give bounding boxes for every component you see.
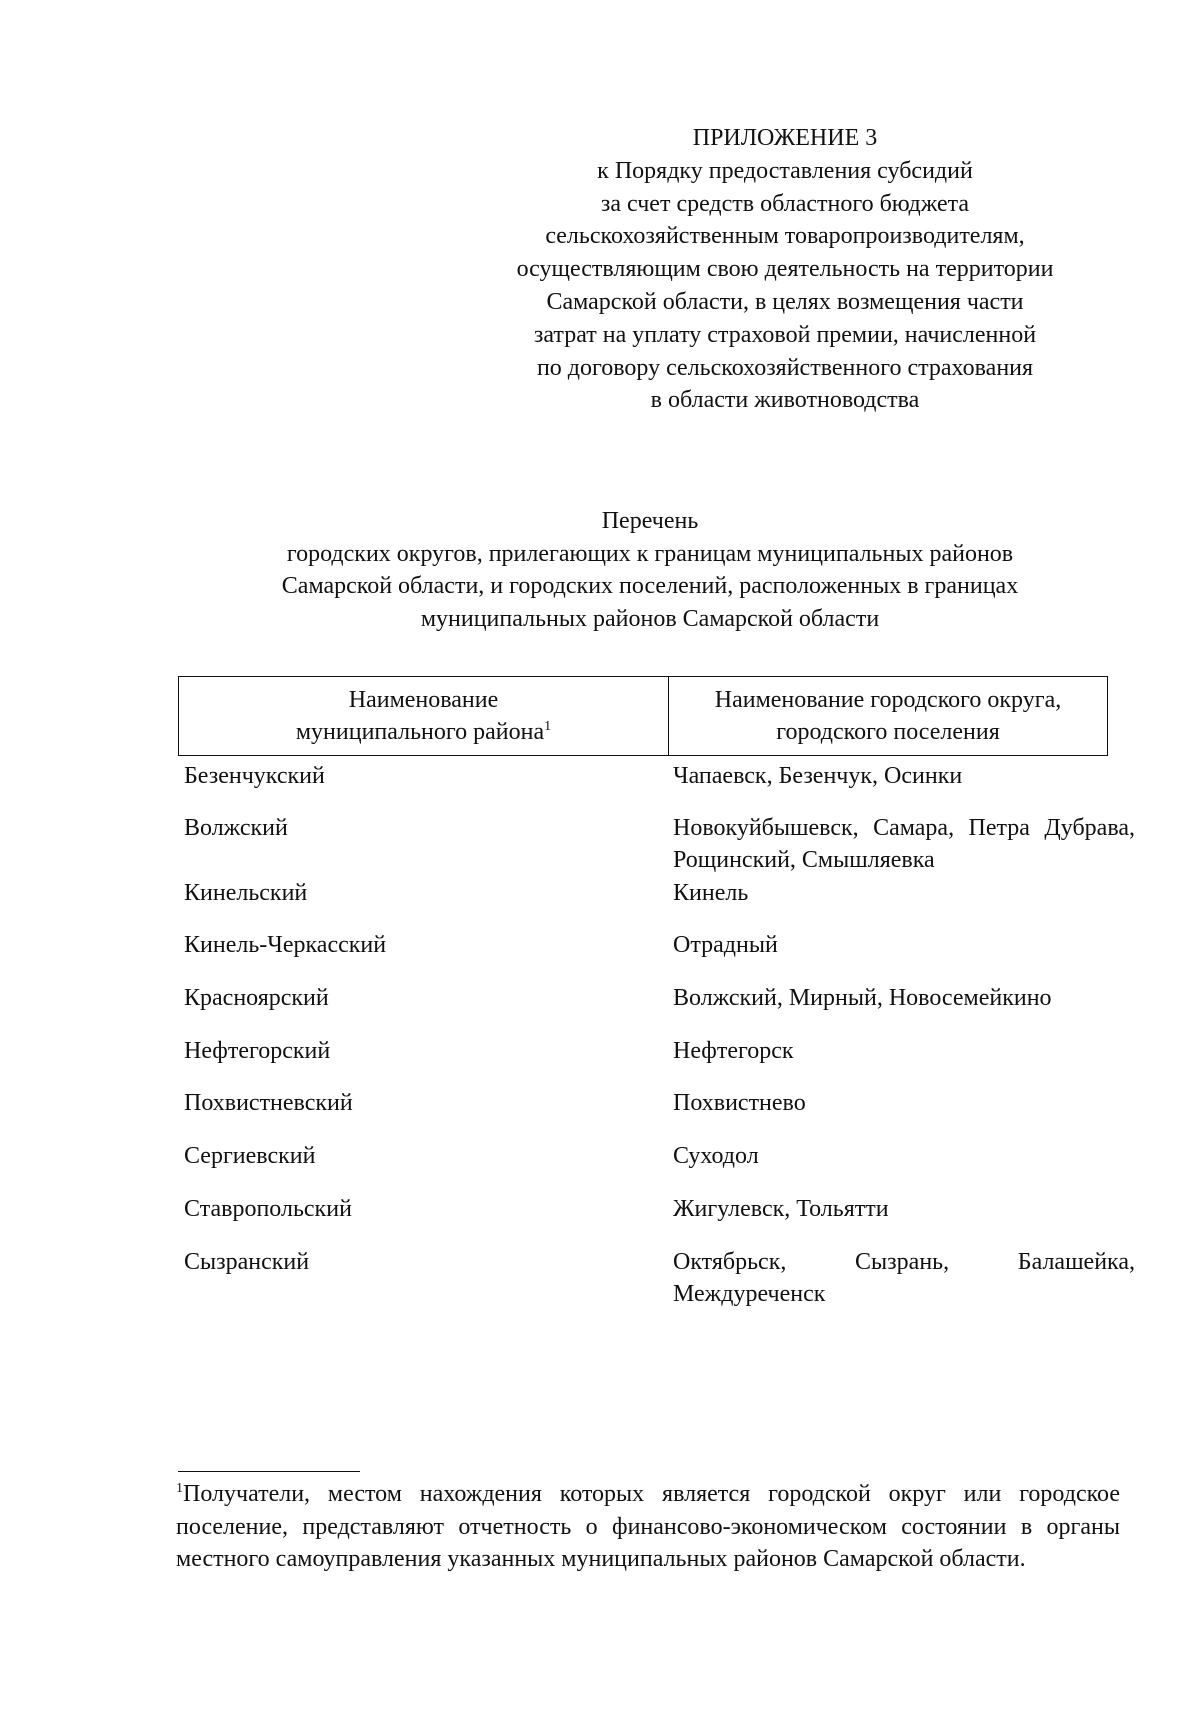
district-name: Ставропольский bbox=[184, 1196, 352, 1222]
footnote-marker: 1 bbox=[176, 1481, 183, 1496]
footnote bbox=[176, 1478, 1120, 1576]
list-title-line: муниципальных районов Самарской области bbox=[420, 605, 880, 632]
column-header-text bbox=[296, 716, 551, 749]
column-header-district bbox=[179, 677, 669, 755]
appendix-title: ПРИЛОЖЕНИЕ 3 bbox=[692, 125, 878, 151]
city-names: Суходол bbox=[673, 1143, 759, 1169]
footnote-marker: 1 bbox=[544, 719, 552, 734]
column-header-text: Наименование городского округа, bbox=[714, 686, 1062, 713]
city-names: Новокуйбышевск, Самара, Петра Дубрава, Рощинский, Смышляевка bbox=[673, 815, 1135, 873]
city-names: Отрадный bbox=[673, 932, 778, 958]
city-names: Кинель bbox=[673, 880, 749, 906]
city-names: Нефтегорск bbox=[673, 1038, 794, 1064]
city-names: Волжский, Мирный, Новосемейкино bbox=[673, 985, 1052, 1011]
district-name: Кинель-Черкасский bbox=[184, 932, 387, 958]
district-name: Безенчукский bbox=[184, 763, 325, 789]
district-name: Волжский bbox=[184, 815, 288, 841]
table-header bbox=[178, 676, 1108, 756]
list-title bbox=[170, 505, 1130, 635]
district-name: Нефтегорский bbox=[184, 1038, 331, 1064]
appendix-line: по договору сельскохозяйственного страхования bbox=[536, 354, 1034, 381]
appendix-line: за счет средств областного бюджета bbox=[600, 190, 970, 217]
district-name: Похвистневский bbox=[184, 1090, 353, 1116]
district-name: Красноярский bbox=[184, 985, 329, 1011]
appendix-line: в области животноводства bbox=[650, 387, 920, 414]
appendix-heading bbox=[470, 122, 1100, 417]
city-names: Похвистнево bbox=[673, 1090, 806, 1116]
appendix-line: Самарской области, в целях возмещения части bbox=[546, 288, 1024, 315]
appendix-line: затрат на уплату страховой премии, начисленной bbox=[533, 321, 1037, 348]
column-header-text-part: муниципального района bbox=[295, 719, 545, 745]
list-title-heading: Перечень bbox=[601, 508, 699, 534]
appendix-line: осуществляющим свою деятельность на территории bbox=[516, 256, 1054, 283]
footnote-divider bbox=[178, 1471, 360, 1472]
appendix-line: сельскохозяйственным товаропроизводителям, bbox=[545, 223, 1025, 250]
district-name: Кинельский bbox=[184, 880, 308, 906]
column-header-city bbox=[669, 677, 1107, 755]
column-header-text: городского поселения bbox=[776, 719, 1000, 745]
footnote-text: Получатели, местом нахождения которых является городской округ или городское поселение, представляют отчетность о финансово-экономическом состоянии в органы местного самоуправления указанных муниципальных районов Самарской области. bbox=[176, 1481, 1120, 1572]
district-name: Сергиевский bbox=[184, 1143, 316, 1169]
city-names: Жигулевск, Тольятти bbox=[673, 1196, 889, 1222]
district-name: Сызранский bbox=[184, 1249, 310, 1275]
list-title-line: городских округов, прилегающих к границам муниципальных районов bbox=[286, 540, 1014, 567]
city-names: Октябрьск, Сызрань, Балашейка, Междуреченск bbox=[673, 1249, 1135, 1307]
city-names: Чапаевск, Безенчук, Осинки bbox=[673, 763, 963, 789]
appendix-line: к Порядку предоставления субсидий bbox=[597, 157, 973, 184]
list-title-line: Самарской области, и городских поселений, расположенных в границах bbox=[281, 573, 1019, 599]
column-header-text: Наименование bbox=[348, 686, 499, 713]
